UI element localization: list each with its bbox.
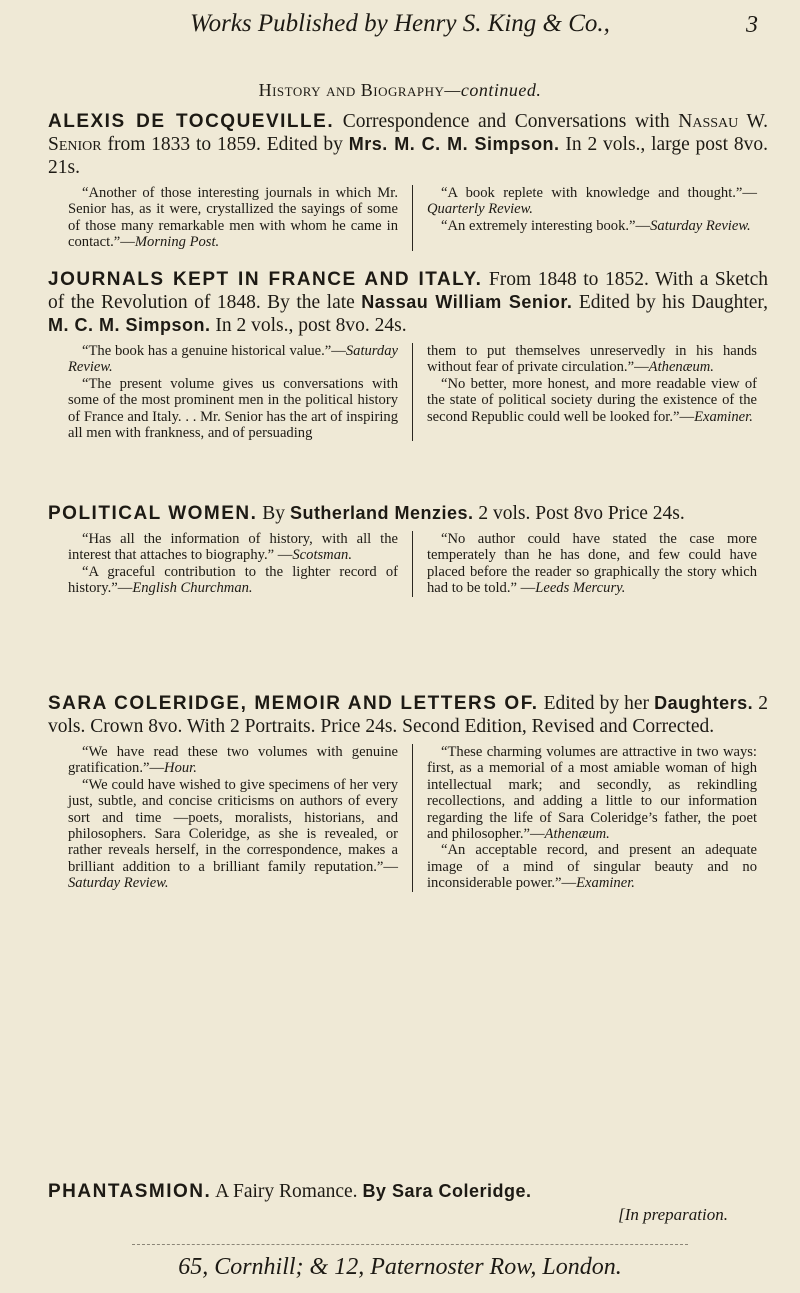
book-author: Nassau William Senior. bbox=[361, 292, 573, 312]
review-source: Saturday Review. bbox=[68, 875, 169, 892]
review-source: Athenæum. bbox=[648, 359, 714, 376]
review-quote: “Has all the information of history, with all the interest that attaches to biography.” —Scotsman. bbox=[68, 531, 398, 564]
book-entry-journals bbox=[48, 268, 768, 441]
running-title: Works Published by Henry S. King & Co., bbox=[190, 10, 610, 37]
entry-heading bbox=[48, 268, 768, 337]
review-quote: “The book has a genuine historical value.”—Saturday Review. bbox=[68, 343, 398, 376]
page-number: 3 bbox=[746, 12, 758, 38]
review-columns bbox=[48, 531, 768, 597]
entry-heading bbox=[48, 110, 768, 179]
reviews-left-column bbox=[68, 744, 413, 892]
review-quote: “The present volume gives us conversations with some of the most prominent men in the political history of France and Italy. . . Mr. Senior has the art of inspiring all men with frankness, and of persuading bbox=[68, 375, 398, 442]
review-quote: them to put themselves unreservedly in his hands without fear of private circulation.”—Athenæum. bbox=[427, 343, 757, 376]
review-quote: “No author could have stated the case more temperately than he has done, and few could have placed before the reader so graphically the story which had to be told.” —Leeds Mercury. bbox=[427, 531, 757, 597]
book-description: A Fairy Romance. bbox=[215, 1181, 358, 1202]
book-details: 2 vols. Post 8vo Price 24s. bbox=[478, 503, 685, 524]
review-quote: “A graceful contribution to the lighter record of history.”—English Churchman. bbox=[68, 563, 398, 597]
section-heading bbox=[0, 80, 800, 101]
review-quote: “Another of those interesting journals in which Mr. Senior has, as it were, crystallized the sayings of some of those many remarkable men with whom he came in contact.”—Morning Post. bbox=[68, 185, 398, 251]
book-title: PHANTASMION. bbox=[48, 1181, 212, 1202]
review-quote: “No better, more honest, and more readable view of the state of political society during the existence of the second Republic could well be looked for.”—Examiner. bbox=[427, 375, 757, 425]
divider-rule bbox=[132, 1244, 688, 1245]
book-details: 2 vols. Crown 8vo. With 2 Portraits. Price 24s. Second Edition, Revised and Corrected. bbox=[48, 693, 769, 737]
publisher-address: 65, Cornhill; & 12, Paternoster Row, London. bbox=[178, 1254, 622, 1280]
review-quote: “An acceptable record, and present an adequate image of a mind of singular beauty and no inconsiderable power.”—Examiner. bbox=[427, 842, 757, 892]
reviews-left-column bbox=[68, 531, 413, 597]
book-entry-political-women bbox=[48, 502, 768, 597]
review-quote: “A book replete with knowledge and thought.”—Quarterly Review. bbox=[427, 185, 757, 218]
book-description-2: from 1833 to 1859. Edited by bbox=[107, 134, 343, 155]
entry-heading bbox=[48, 1180, 768, 1203]
reviews-left-column bbox=[68, 343, 413, 441]
book-editor: Mrs. M. C. M. Simpson. bbox=[348, 134, 560, 154]
publication-status: [In preparation. bbox=[618, 1205, 728, 1224]
review-columns bbox=[48, 744, 768, 892]
book-title: POLITICAL WOMEN. bbox=[48, 503, 258, 524]
book-entry-phantasmion bbox=[48, 1180, 768, 1225]
book-author: By Sara Coleridge. bbox=[362, 1181, 532, 1201]
review-columns bbox=[48, 343, 768, 441]
book-author: Sutherland Menzies. bbox=[289, 503, 474, 523]
book-details: In 2 vols., post 8vo. 24s. bbox=[215, 315, 407, 336]
review-source: Morning Post. bbox=[134, 234, 220, 251]
review-columns bbox=[48, 185, 768, 251]
review-quote: “We could have wished to give specimens of her very just, subtle, and concise criticisms on authors of every sort and time —poets, moralists, historians, and philosophers. Sara Coleridge, as she is revealed, or rather reveals herself, in the correspondence, makes a brilliant addition to a brilliant family reputation.”—Saturday Review. bbox=[68, 776, 398, 892]
review-source: Leeds Mercury. bbox=[535, 580, 626, 597]
book-title: SARA COLERIDGE, MEMOIR AND LETTERS OF. bbox=[48, 693, 539, 714]
book-details: In 2 vols., large post 8vo. 21s. bbox=[48, 134, 769, 178]
book-entry-sara-coleridge bbox=[48, 692, 768, 892]
book-editor-name: Nassau W. Senior bbox=[48, 111, 768, 155]
review-source: Athenæum. bbox=[544, 826, 610, 843]
review-source: English Churchman. bbox=[132, 580, 253, 597]
book-description: From 1848 to 1852. With a Sketch of the Revolution of 1848. By the late bbox=[48, 269, 768, 313]
review-source: Examiner. bbox=[576, 875, 635, 892]
review-source: Examiner. bbox=[694, 408, 753, 425]
book-title: JOURNALS KEPT IN FRANCE AND ITALY. bbox=[48, 269, 483, 290]
book-editor: M. C. M. Simpson. bbox=[48, 315, 211, 335]
review-quote: “These charming volumes are attractive in two ways: first, as a memorial of a most amiable woman of high intellectual mark; and secondly, as rekindling recollections, and adding a little to our information regarding the life of Sara Coleridge’s father, the poet and philosopher.”—Athenæum. bbox=[427, 744, 757, 843]
reviews-right-column bbox=[413, 744, 757, 892]
review-source: Saturday Review. bbox=[68, 343, 398, 376]
book-description-2: Edited by his Daughter, bbox=[578, 292, 769, 313]
book-description: Correspondence and Conversations with bbox=[342, 111, 670, 132]
entry-heading bbox=[48, 502, 768, 525]
book-description: Edited by her bbox=[543, 693, 650, 714]
book-entry-tocqueville bbox=[48, 110, 768, 251]
book-author: Daughters. bbox=[654, 693, 754, 713]
entry-heading bbox=[48, 692, 768, 738]
reviews-right-column bbox=[413, 343, 757, 441]
reviews-right-column bbox=[413, 185, 757, 251]
review-source: Quarterly Review. bbox=[427, 201, 533, 218]
reviews-left-column bbox=[68, 185, 413, 251]
section-continued: —continued. bbox=[444, 80, 542, 100]
review-quote: “We have read these two volumes with genuine gratification.”—Hour. bbox=[68, 744, 398, 777]
book-title: ALEXIS DE TOCQUEVILLE. bbox=[48, 111, 335, 132]
review-source: Saturday Review. bbox=[650, 217, 751, 234]
review-source: Scotsman. bbox=[292, 547, 352, 564]
reviews-right-column bbox=[413, 531, 757, 597]
book-description: By bbox=[262, 503, 286, 524]
review-source: Hour. bbox=[164, 760, 197, 777]
review-quote: “An extremely interesting book.”—Saturday Review. bbox=[441, 217, 751, 234]
section-title: History and Biography bbox=[258, 80, 445, 100]
